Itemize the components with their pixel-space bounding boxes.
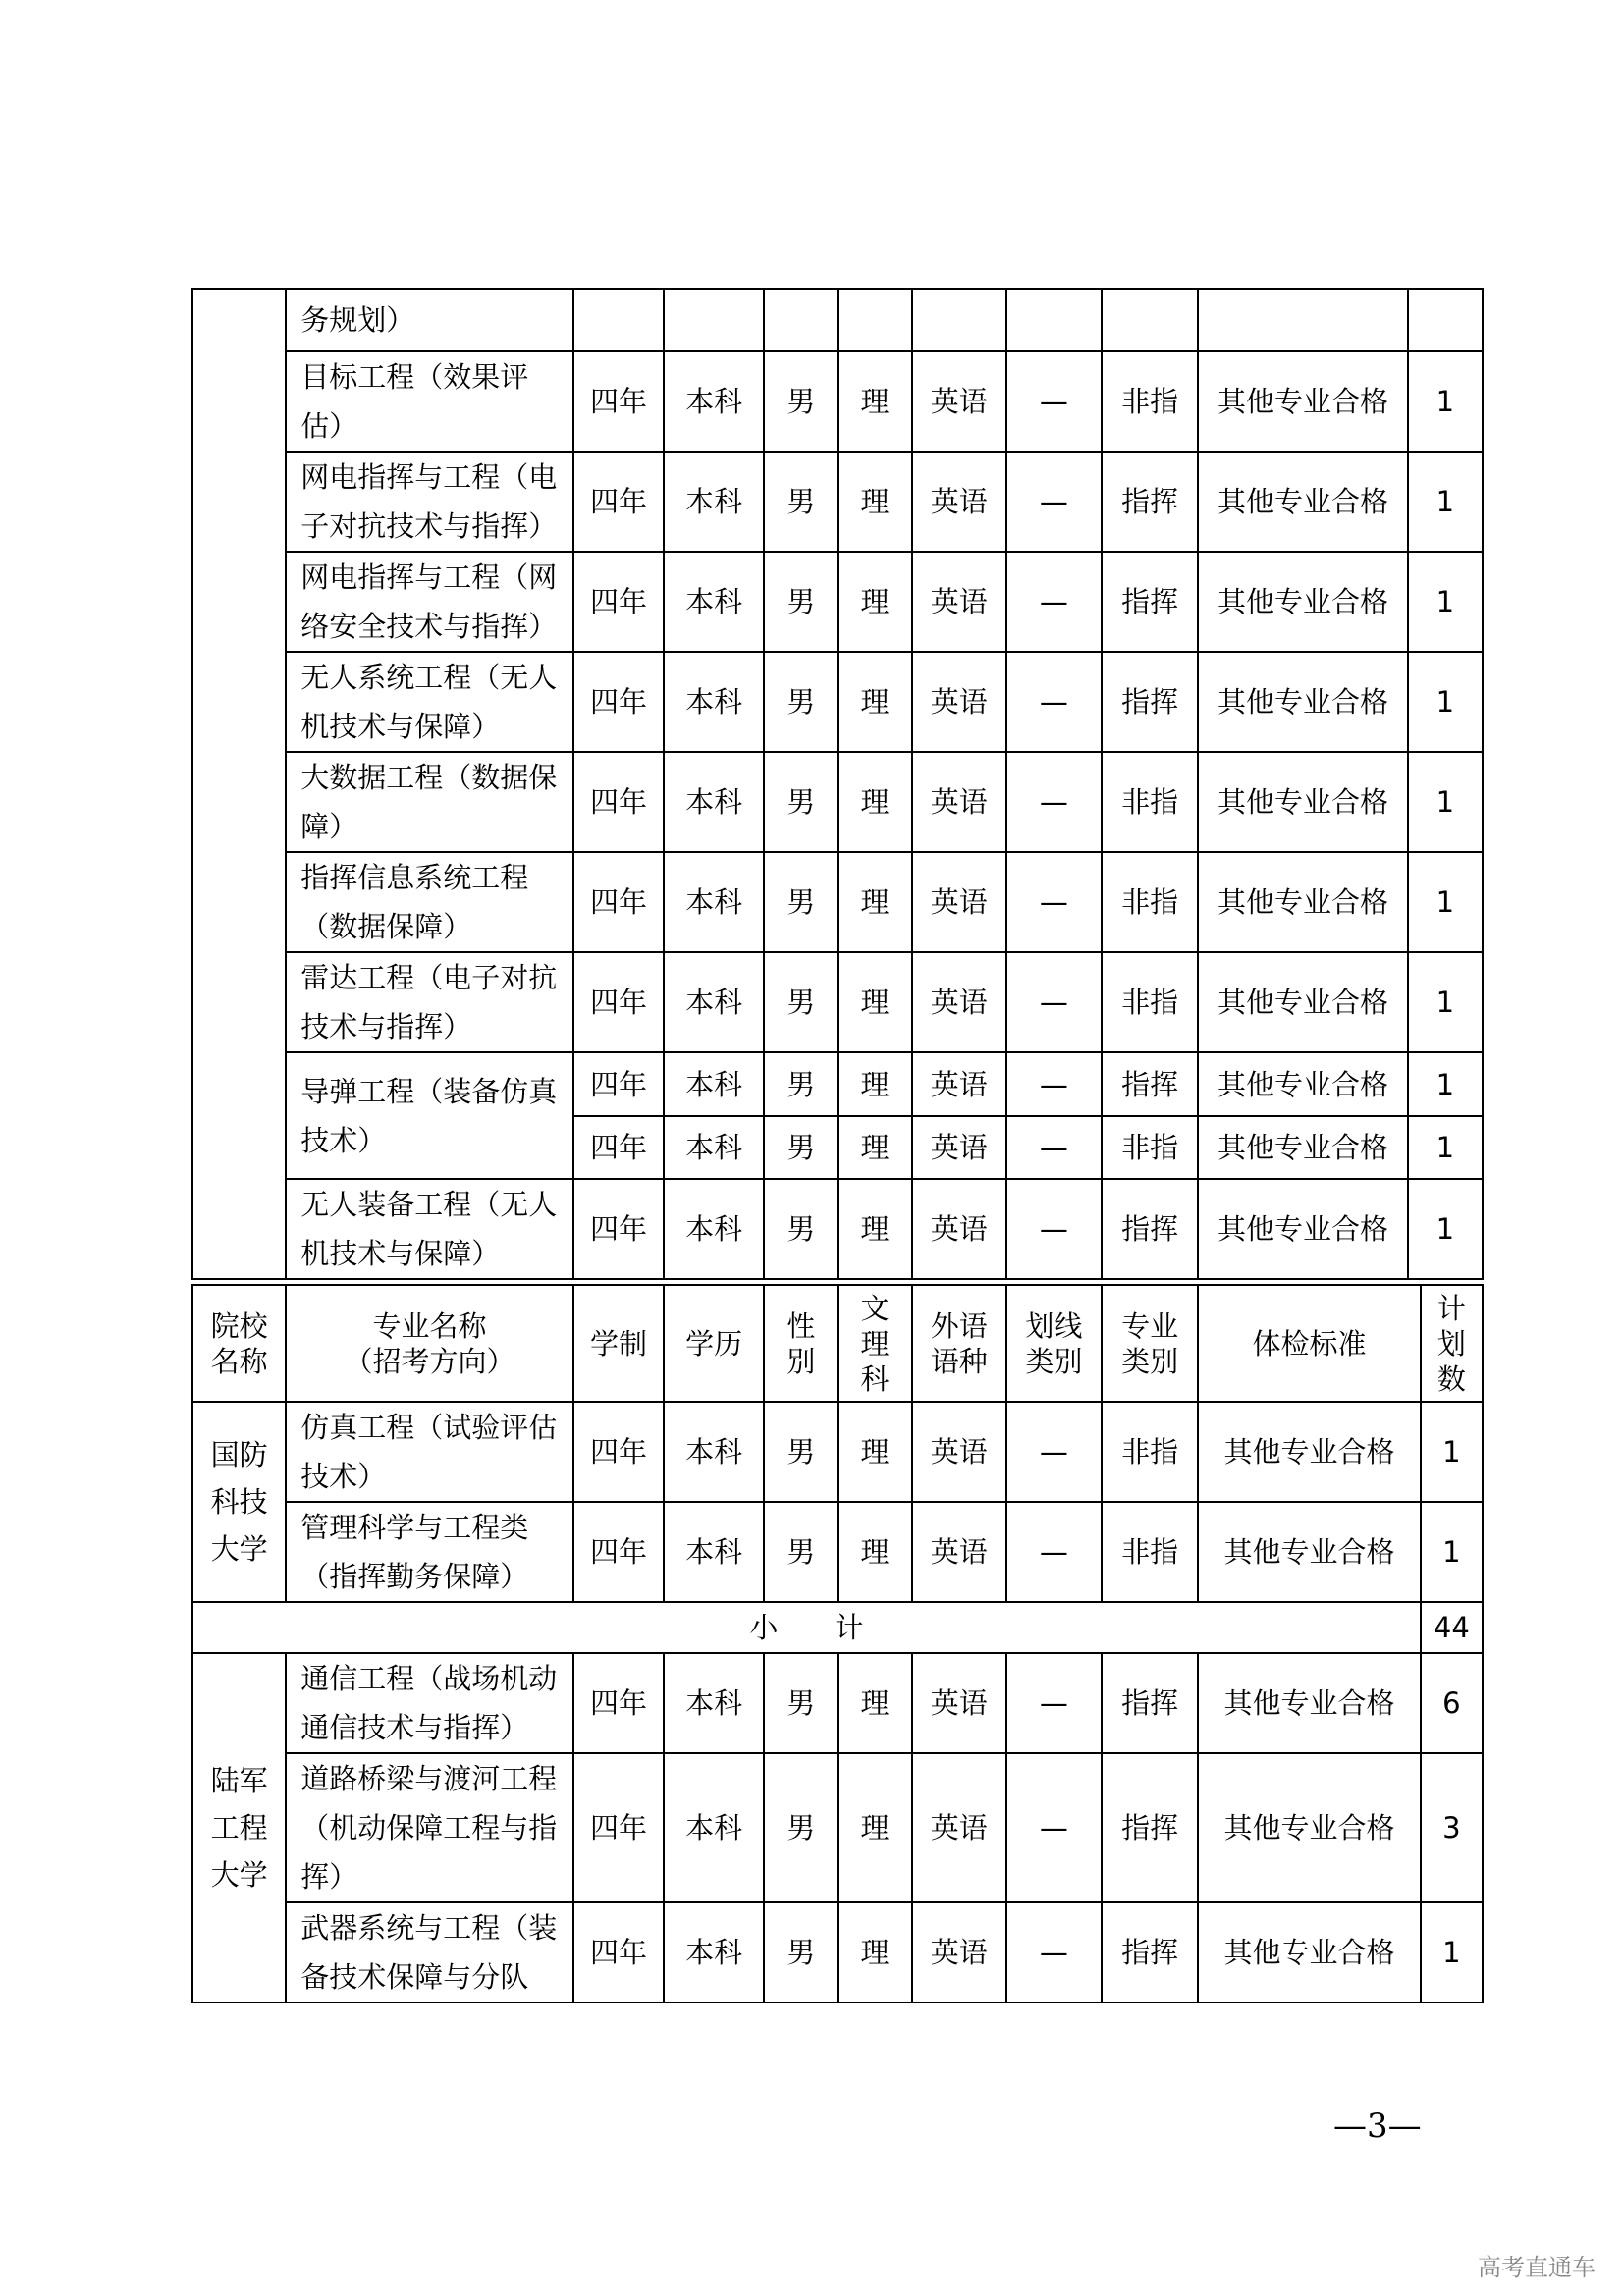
gender-cell: 男 bbox=[764, 1179, 838, 1279]
header-school bbox=[192, 1285, 286, 1402]
major-name-cell: 指挥信息系统工程（数据保障） bbox=[286, 852, 573, 952]
subject-track-cell: 理 bbox=[838, 1179, 911, 1279]
header-plan-count-label: 计划数 bbox=[1436, 1291, 1466, 1396]
physical-standard-cell: 其他专业合格 bbox=[1198, 652, 1407, 752]
major-type-cell: 非指 bbox=[1102, 952, 1198, 1052]
foreign-language-cell: 英语 bbox=[912, 852, 1006, 952]
subject-track-cell: 理 bbox=[838, 351, 911, 452]
plan-count-cell bbox=[1408, 289, 1483, 351]
header-school-label: 院校名称 bbox=[210, 1308, 268, 1378]
major-name-cell: 务规划） bbox=[286, 289, 573, 351]
degree-cell: 本科 bbox=[664, 1116, 764, 1179]
major-type-cell: 非指 bbox=[1102, 852, 1198, 952]
foreign-language-cell bbox=[912, 289, 1006, 351]
header-gender bbox=[764, 1285, 838, 1402]
header-subject-track-label: 文理科 bbox=[860, 1291, 890, 1396]
subject-track-cell: 理 bbox=[838, 1653, 911, 1753]
subject-track-cell: 理 bbox=[838, 1116, 911, 1179]
duration-cell: 四年 bbox=[573, 1502, 664, 1602]
header-major-line1: 专业名称 bbox=[372, 1308, 487, 1343]
table-header-row bbox=[192, 1285, 1483, 1402]
major-type-cell: 指挥 bbox=[1102, 1902, 1198, 2002]
table-row bbox=[192, 452, 1483, 552]
school-name-cell bbox=[192, 1402, 286, 1602]
major-type-cell: 非指 bbox=[1102, 1116, 1198, 1179]
major-type-cell: 非指 bbox=[1102, 752, 1198, 852]
major-name-cell: 道路桥梁与渡河工程（机动保障工程与指挥） bbox=[286, 1753, 573, 1902]
major-type-cell: 非指 bbox=[1102, 1502, 1198, 1602]
table-row bbox=[192, 1653, 1483, 1753]
foreign-language-cell: 英语 bbox=[912, 652, 1006, 752]
score-line-type-cell bbox=[1006, 289, 1102, 351]
physical-standard-cell: 其他专业合格 bbox=[1198, 1753, 1421, 1902]
degree-cell: 本科 bbox=[664, 1052, 764, 1116]
physical-standard-cell: 其他专业合格 bbox=[1198, 552, 1407, 652]
plan-count-cell: 1 bbox=[1408, 952, 1483, 1052]
plan-count-cell: 3 bbox=[1421, 1753, 1483, 1902]
degree-cell: 本科 bbox=[664, 1179, 764, 1279]
foreign-language-cell: 英语 bbox=[912, 1753, 1006, 1902]
score-line-type-cell: — bbox=[1006, 652, 1102, 752]
duration-cell: 四年 bbox=[573, 351, 664, 452]
header-major-type-label: 专业类别 bbox=[1121, 1308, 1179, 1378]
major-type-cell: 指挥 bbox=[1102, 452, 1198, 552]
table-row bbox=[192, 652, 1483, 752]
duration-cell: 四年 bbox=[573, 1653, 664, 1753]
school-name-cell bbox=[192, 1653, 286, 2002]
header-gender-label: 性别 bbox=[786, 1308, 816, 1378]
gender-cell: 男 bbox=[764, 1502, 838, 1602]
table-row bbox=[192, 351, 1483, 452]
physical-standard-cell: 其他专业合格 bbox=[1198, 1052, 1407, 1116]
gender-cell: 男 bbox=[764, 1052, 838, 1116]
header-plan-count bbox=[1421, 1285, 1483, 1402]
foreign-language-cell: 英语 bbox=[912, 1653, 1006, 1753]
header-foreign-language-label: 外语语种 bbox=[930, 1308, 988, 1378]
physical-standard-cell: 其他专业合格 bbox=[1198, 1402, 1421, 1502]
major-name-cell: 无人系统工程（无人机技术与保障） bbox=[286, 652, 573, 752]
plan-count-cell: 1 bbox=[1408, 852, 1483, 952]
major-name-cell: 导弹工程（装备仿真技术） bbox=[286, 1052, 573, 1179]
school-name-cell bbox=[192, 289, 286, 1279]
degree-cell: 本科 bbox=[664, 752, 764, 852]
table-row bbox=[192, 289, 1483, 351]
score-line-type-cell: — bbox=[1006, 752, 1102, 852]
subject-track-cell: 理 bbox=[838, 452, 911, 552]
major-name-cell: 网电指挥与工程（电子对抗技术与指挥） bbox=[286, 452, 573, 552]
physical-standard-cell: 其他专业合格 bbox=[1198, 952, 1407, 1052]
degree-cell: 本科 bbox=[664, 1502, 764, 1602]
degree-cell: 本科 bbox=[664, 952, 764, 1052]
subject-track-cell: 理 bbox=[838, 752, 911, 852]
table-row bbox=[192, 752, 1483, 852]
table-row bbox=[192, 1902, 1483, 2002]
duration-cell: 四年 bbox=[573, 952, 664, 1052]
enrollment-table-continued bbox=[191, 288, 1484, 1280]
table-row bbox=[192, 1402, 1483, 1502]
score-line-type-cell: — bbox=[1006, 852, 1102, 952]
gender-cell: 男 bbox=[764, 752, 838, 852]
degree-cell: 本科 bbox=[664, 1902, 764, 2002]
major-type-cell bbox=[1102, 289, 1198, 351]
foreign-language-cell: 英语 bbox=[912, 351, 1006, 452]
score-line-type-cell: — bbox=[1006, 1179, 1102, 1279]
physical-standard-cell: 其他专业合格 bbox=[1198, 452, 1407, 552]
physical-standard-cell bbox=[1198, 289, 1407, 351]
duration-cell: 四年 bbox=[573, 1902, 664, 2002]
degree-cell: 本科 bbox=[664, 1753, 764, 1902]
table-row bbox=[192, 1502, 1483, 1602]
major-name-cell: 仿真工程（试验评估技术） bbox=[286, 1402, 573, 1502]
page-number: —3— bbox=[1333, 2107, 1422, 2146]
duration-cell: 四年 bbox=[573, 452, 664, 552]
header-foreign-language bbox=[912, 1285, 1006, 1402]
subject-track-cell: 理 bbox=[838, 1753, 911, 1902]
major-name-cell: 无人装备工程（无人机技术与保障） bbox=[286, 1179, 573, 1279]
plan-count-cell: 1 bbox=[1408, 1116, 1483, 1179]
plan-count-cell: 1 bbox=[1421, 1902, 1483, 2002]
gender-cell: 男 bbox=[764, 1402, 838, 1502]
major-name-cell: 目标工程（效果评估） bbox=[286, 351, 573, 452]
major-name-cell: 管理科学与工程类（指挥勤务保障） bbox=[286, 1502, 573, 1602]
score-line-type-cell: — bbox=[1006, 1052, 1102, 1116]
major-type-cell: 非指 bbox=[1102, 351, 1198, 452]
school-name: 陆军工程大学 bbox=[210, 1764, 268, 1892]
gender-cell: 男 bbox=[764, 1116, 838, 1179]
plan-count-cell: 6 bbox=[1421, 1653, 1483, 1753]
plan-count-cell: 1 bbox=[1408, 1179, 1483, 1279]
gender-cell: 男 bbox=[764, 652, 838, 752]
school-name: 国防科技大学 bbox=[210, 1438, 268, 1566]
foreign-language-cell: 英语 bbox=[912, 1179, 1006, 1279]
header-subject-track bbox=[838, 1285, 911, 1402]
foreign-language-cell: 英语 bbox=[912, 552, 1006, 652]
foreign-language-cell: 英语 bbox=[912, 952, 1006, 1052]
foreign-language-cell: 英语 bbox=[912, 752, 1006, 852]
physical-standard-cell: 其他专业合格 bbox=[1198, 1653, 1421, 1753]
major-name-cell: 雷达工程（电子对抗技术与指挥） bbox=[286, 952, 573, 1052]
subject-track-cell: 理 bbox=[838, 852, 911, 952]
physical-standard-cell: 其他专业合格 bbox=[1198, 852, 1407, 952]
degree-cell: 本科 bbox=[664, 652, 764, 752]
plan-count-cell: 1 bbox=[1408, 351, 1483, 452]
header-duration: 学制 bbox=[573, 1285, 664, 1402]
duration-cell: 四年 bbox=[573, 552, 664, 652]
header-physical-standard: 体检标准 bbox=[1198, 1285, 1421, 1402]
physical-standard-cell: 其他专业合格 bbox=[1198, 1902, 1421, 2002]
gender-cell: 男 bbox=[764, 1902, 838, 2002]
header-major-type bbox=[1102, 1285, 1198, 1402]
subject-track-cell bbox=[838, 289, 911, 351]
subject-track-cell: 理 bbox=[838, 552, 911, 652]
foreign-language-cell: 英语 bbox=[912, 1116, 1006, 1179]
gender-cell: 男 bbox=[764, 1753, 838, 1902]
degree-cell: 本科 bbox=[664, 852, 764, 952]
subject-track-cell: 理 bbox=[838, 1502, 911, 1602]
duration-cell: 四年 bbox=[573, 1116, 664, 1179]
gender-cell: 男 bbox=[764, 351, 838, 452]
subject-track-cell: 理 bbox=[838, 952, 911, 1052]
score-line-type-cell: — bbox=[1006, 1502, 1102, 1602]
subtotal-label: 小 计 bbox=[192, 1602, 1421, 1653]
plan-count-cell: 1 bbox=[1421, 1402, 1483, 1502]
duration-cell: 四年 bbox=[573, 852, 664, 952]
physical-standard-cell: 其他专业合格 bbox=[1198, 1502, 1421, 1602]
major-type-cell: 指挥 bbox=[1102, 1653, 1198, 1753]
plan-count-cell: 1 bbox=[1408, 552, 1483, 652]
degree-cell: 本科 bbox=[664, 552, 764, 652]
major-name-cell: 网电指挥与工程（网络安全技术与指挥） bbox=[286, 552, 573, 652]
subtotal-value: 44 bbox=[1421, 1602, 1483, 1653]
header-score-line-type-label: 划线类别 bbox=[1025, 1308, 1083, 1378]
duration-cell: 四年 bbox=[573, 652, 664, 752]
degree-cell: 本科 bbox=[664, 452, 764, 552]
subject-track-cell: 理 bbox=[838, 1902, 911, 2002]
plan-count-cell: 1 bbox=[1421, 1502, 1483, 1602]
physical-standard-cell: 其他专业合格 bbox=[1198, 1179, 1407, 1279]
foreign-language-cell: 英语 bbox=[912, 1502, 1006, 1602]
subject-track-cell: 理 bbox=[838, 1052, 911, 1116]
subject-track-cell: 理 bbox=[838, 652, 911, 752]
major-type-cell: 指挥 bbox=[1102, 1052, 1198, 1116]
major-type-cell: 指挥 bbox=[1102, 1179, 1198, 1279]
score-line-type-cell: — bbox=[1006, 1902, 1102, 2002]
subtotal-row bbox=[192, 1602, 1483, 1653]
header-major bbox=[286, 1285, 573, 1402]
table-row bbox=[192, 852, 1483, 952]
score-line-type-cell: — bbox=[1006, 952, 1102, 1052]
major-name-cell: 大数据工程（数据保障） bbox=[286, 752, 573, 852]
foreign-language-cell: 英语 bbox=[912, 1902, 1006, 2002]
score-line-type-cell: — bbox=[1006, 1653, 1102, 1753]
table-row bbox=[192, 1179, 1483, 1279]
table-row bbox=[192, 1052, 1483, 1116]
major-type-cell: 非指 bbox=[1102, 1402, 1198, 1502]
gender-cell bbox=[764, 289, 838, 351]
score-line-type-cell: — bbox=[1006, 1402, 1102, 1502]
score-line-type-cell: — bbox=[1006, 1753, 1102, 1902]
score-line-type-cell: — bbox=[1006, 452, 1102, 552]
header-major-line2: （招考方向） bbox=[344, 1344, 515, 1378]
duration-cell: 四年 bbox=[573, 1753, 664, 1902]
physical-standard-cell: 其他专业合格 bbox=[1198, 752, 1407, 852]
table-row bbox=[192, 1753, 1483, 1902]
gender-cell: 男 bbox=[764, 952, 838, 1052]
score-line-type-cell: — bbox=[1006, 1116, 1102, 1179]
major-name-cell: 武器系统与工程（装备技术保障与分队 bbox=[286, 1902, 573, 2002]
header-score-line-type bbox=[1006, 1285, 1102, 1402]
major-type-cell: 指挥 bbox=[1102, 652, 1198, 752]
duration-cell: 四年 bbox=[573, 1179, 664, 1279]
physical-standard-cell: 其他专业合格 bbox=[1198, 1116, 1407, 1179]
score-line-type-cell: — bbox=[1006, 552, 1102, 652]
gender-cell: 男 bbox=[764, 1653, 838, 1753]
table-row bbox=[192, 952, 1483, 1052]
plan-count-cell: 1 bbox=[1408, 1052, 1483, 1116]
watermark: 高考直通车 bbox=[1478, 2254, 1596, 2281]
major-type-cell: 指挥 bbox=[1102, 1753, 1198, 1902]
enrollment-table bbox=[191, 1284, 1484, 2003]
header-degree: 学历 bbox=[664, 1285, 764, 1402]
plan-count-cell: 1 bbox=[1408, 752, 1483, 852]
degree-cell: 本科 bbox=[664, 1653, 764, 1753]
foreign-language-cell: 英语 bbox=[912, 1052, 1006, 1116]
gender-cell: 男 bbox=[764, 552, 838, 652]
subject-track-cell: 理 bbox=[838, 1402, 911, 1502]
major-name-cell: 通信工程（战场机动通信技术与指挥） bbox=[286, 1653, 573, 1753]
major-type-cell: 指挥 bbox=[1102, 552, 1198, 652]
duration-cell: 四年 bbox=[573, 1052, 664, 1116]
duration-cell: 四年 bbox=[573, 1402, 664, 1502]
degree-cell bbox=[664, 289, 764, 351]
duration-cell: 四年 bbox=[573, 752, 664, 852]
score-line-type-cell: — bbox=[1006, 351, 1102, 452]
gender-cell: 男 bbox=[764, 852, 838, 952]
plan-count-cell: 1 bbox=[1408, 652, 1483, 752]
degree-cell: 本科 bbox=[664, 351, 764, 452]
foreign-language-cell: 英语 bbox=[912, 452, 1006, 552]
degree-cell: 本科 bbox=[664, 1402, 764, 1502]
duration-cell bbox=[573, 289, 664, 351]
gender-cell: 男 bbox=[764, 452, 838, 552]
foreign-language-cell: 英语 bbox=[912, 1402, 1006, 1502]
plan-count-cell: 1 bbox=[1408, 452, 1483, 552]
table-row bbox=[192, 552, 1483, 652]
physical-standard-cell: 其他专业合格 bbox=[1198, 351, 1407, 452]
